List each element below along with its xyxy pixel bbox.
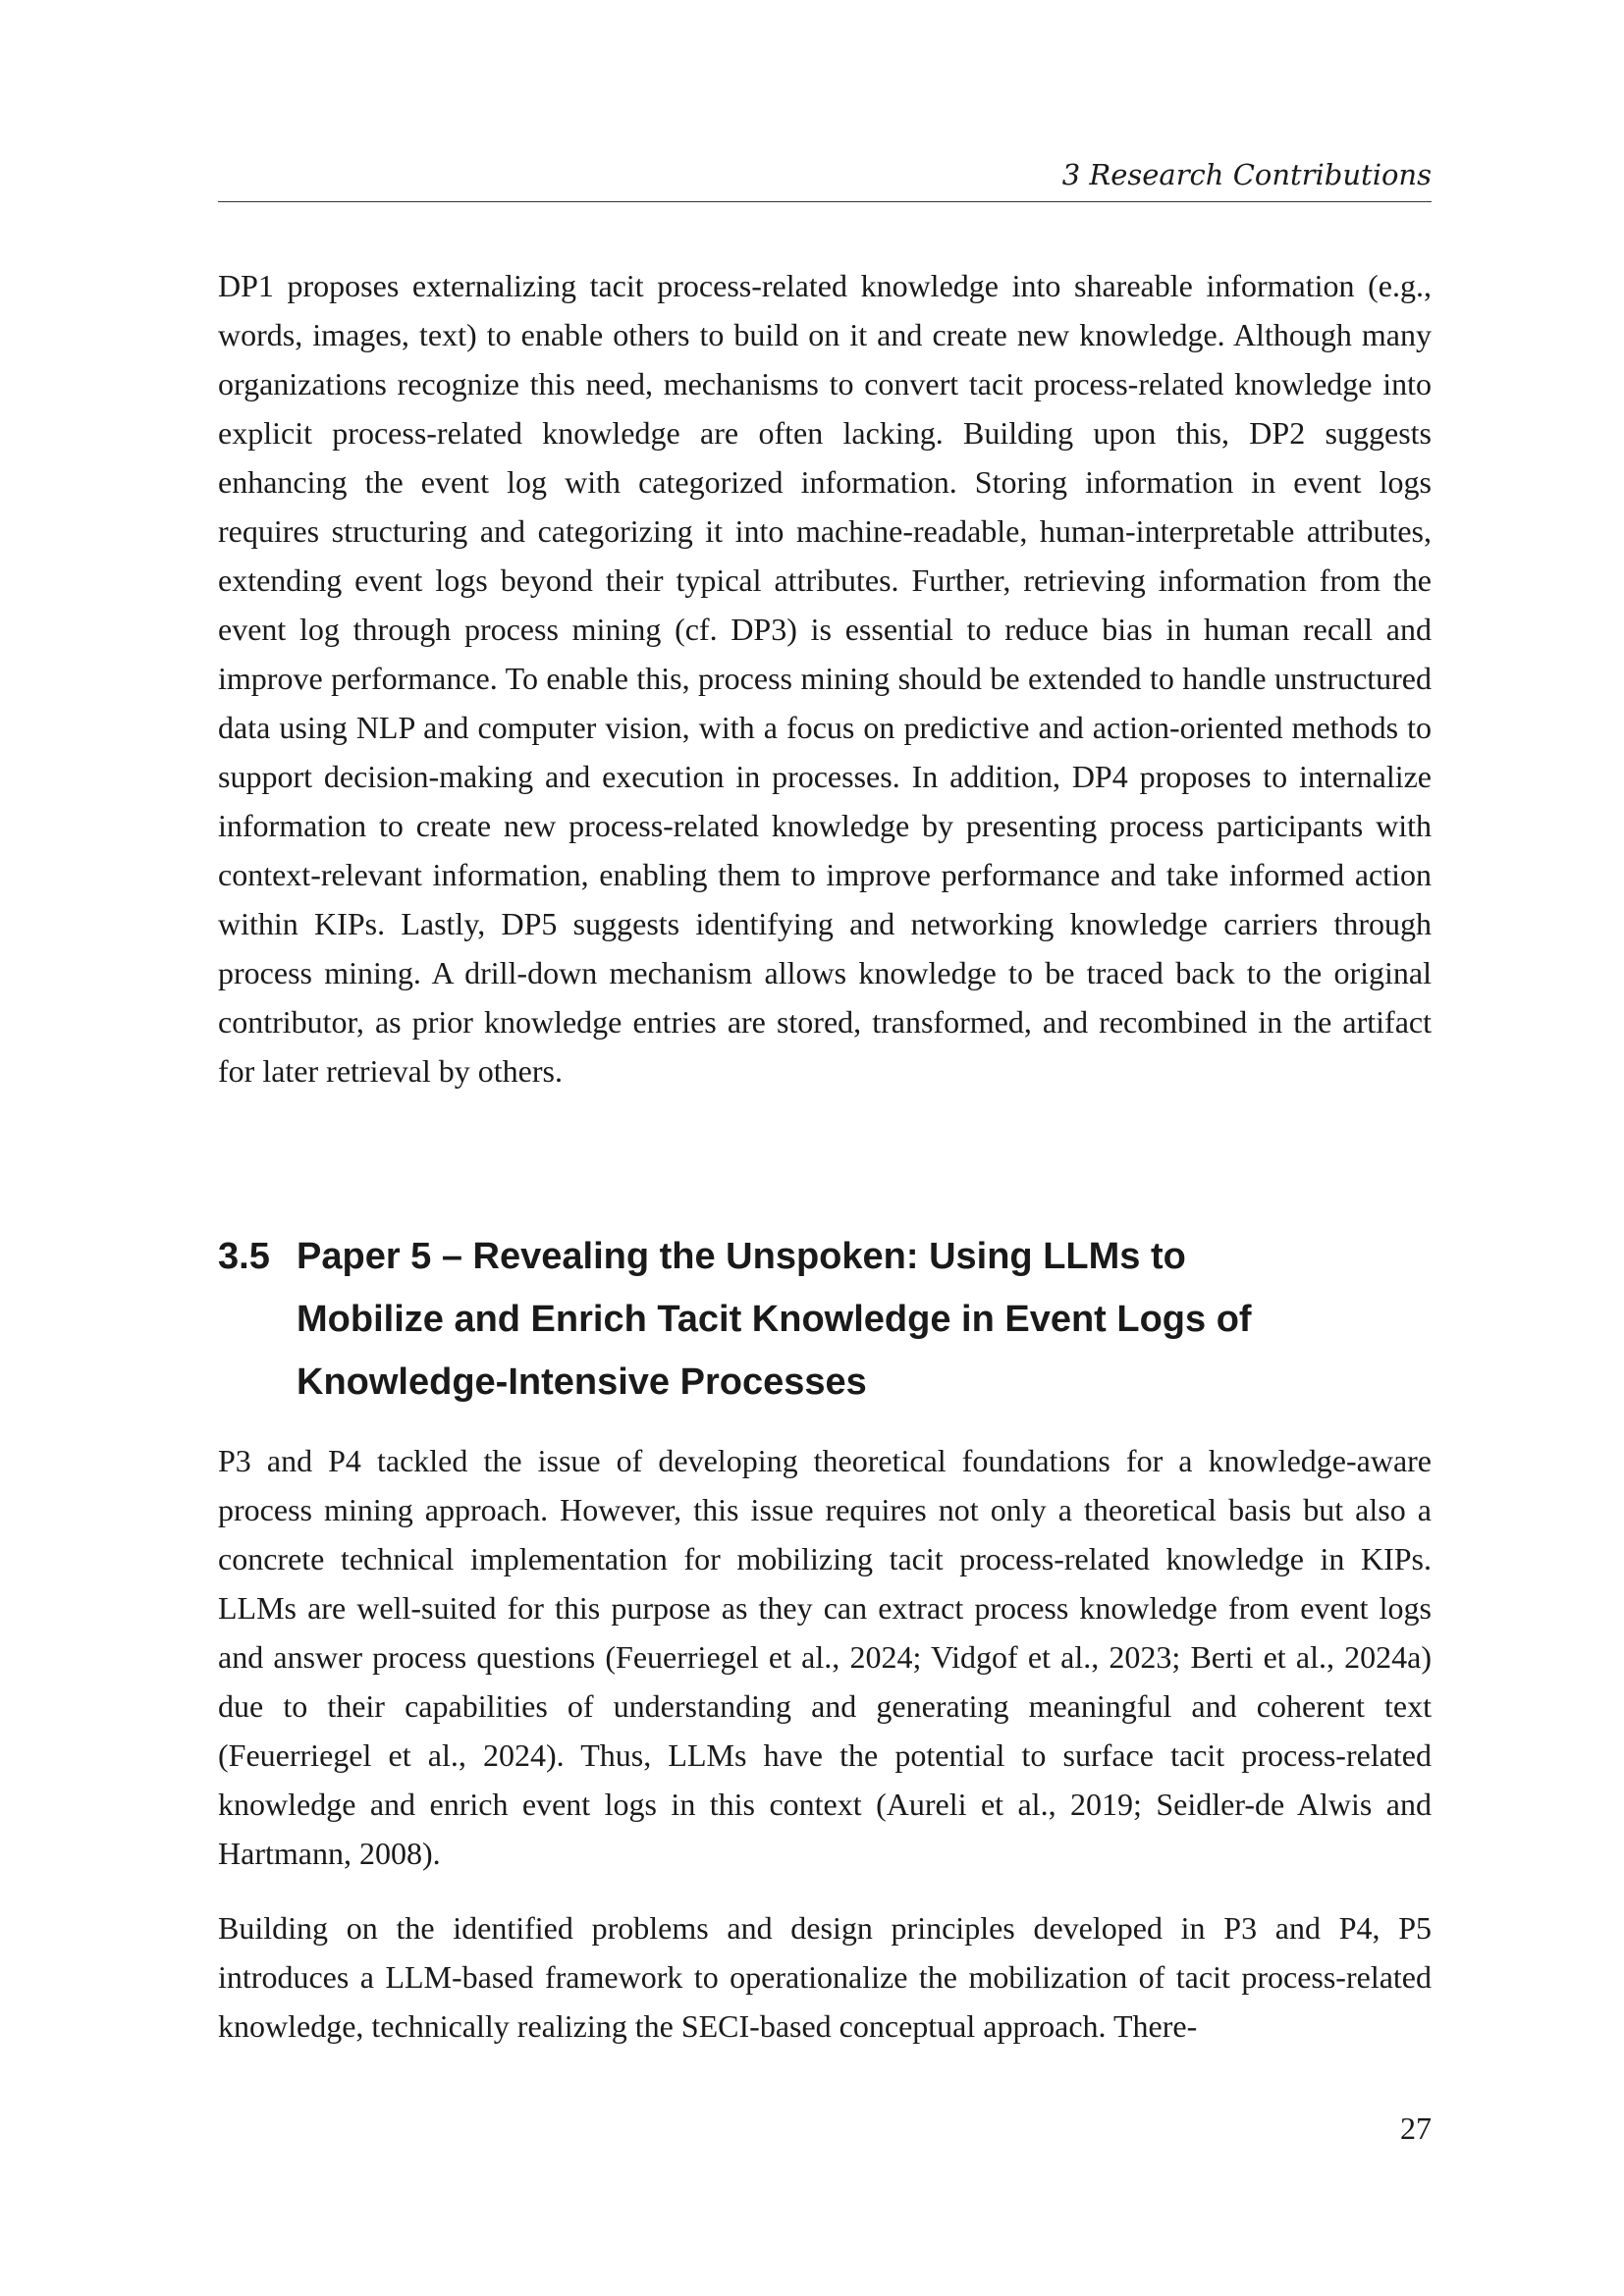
- page-number: 27: [1400, 2110, 1432, 2146]
- body-paragraph-llm-motivation: P3 and P4 tackled the issue of developing theoretical foundations for a knowledge-aware process mining approach. However, this issue requires not only a theoretical basis but also a concrete technical implementation for mobilizing tacit process-related knowledge in KIPs. LLMs are well-suited for this purpose as they can extract process knowledge from event logs and answer process questions (Feuerriegel et al., 2024; Vidgof et al., 2023; Berti et al., 2024a) due to their capabilities of understanding and generating meaningful and coherent text (Feuerriegel et al., 2024). Thus, LLMs have the potential to surface tacit process-related knowledge and enrich event logs in this context (Aureli et al., 2019; Seidler-de Alwis and Hartmann, 2008).: [218, 1443, 1432, 1871]
- section-title: Paper 5 – Revealing the Unspoken: Using LLMs to Mobilize and Enrich Tacit Knowledge in Event Logs of Knowledge-Intensive Processes: [297, 1236, 1252, 1403]
- section-number: 3.5: [218, 1236, 270, 1277]
- section-heading: [218, 1225, 1432, 1414]
- body-paragraph-design-principles: DP1 proposes externalizing tacit process-related knowledge into shareable information (e.g., words, images, text) to enable others to build on it and create new knowledge. Although many organizations recognize this need, mechanisms to convert tacit process-related knowledge into explicit process-related knowledge are often lacking. Building upon this, DP2 suggests enhancing the event log with categorized information. Storing information in event logs requires structuring and categorizing it into machine-readable, human-interpretable attributes, extending event logs beyond their typical attributes. Further, retrieving information from the event log through process mining (cf. DP3) is essential to reduce bias in human recall and improve performance. To enable this, process mining should be extended to handle unstructured data using NLP and computer vision, with a focus on predictive and action-oriented methods to support decision-making and execution in processes. In addition, DP4 proposes to internalize information to create new process-related knowledge by presenting process participants with context-relevant information, enabling them to improve performance and take informed action within KIPs. Lastly, DP5 suggests identifying and networking knowledge carriers through process mining. A drill-down mechanism allows knowledge to be traced back to the original contributor, as prior knowledge entries are stored, transformed, and recombined in the artifact for later retrieval by others.: [218, 268, 1432, 1089]
- header-rule: [218, 201, 1432, 202]
- body-paragraph-framework-intro: Building on the identified problems and design principles developed in P3 and P4, P5 introduces a LLM-based framework to operationalize the mobilization of tacit process-related knowledge, technically realizing the SECI-based conceptual approach. There-: [218, 1910, 1432, 2044]
- running-header: 3 Research Contributions: [1061, 158, 1432, 191]
